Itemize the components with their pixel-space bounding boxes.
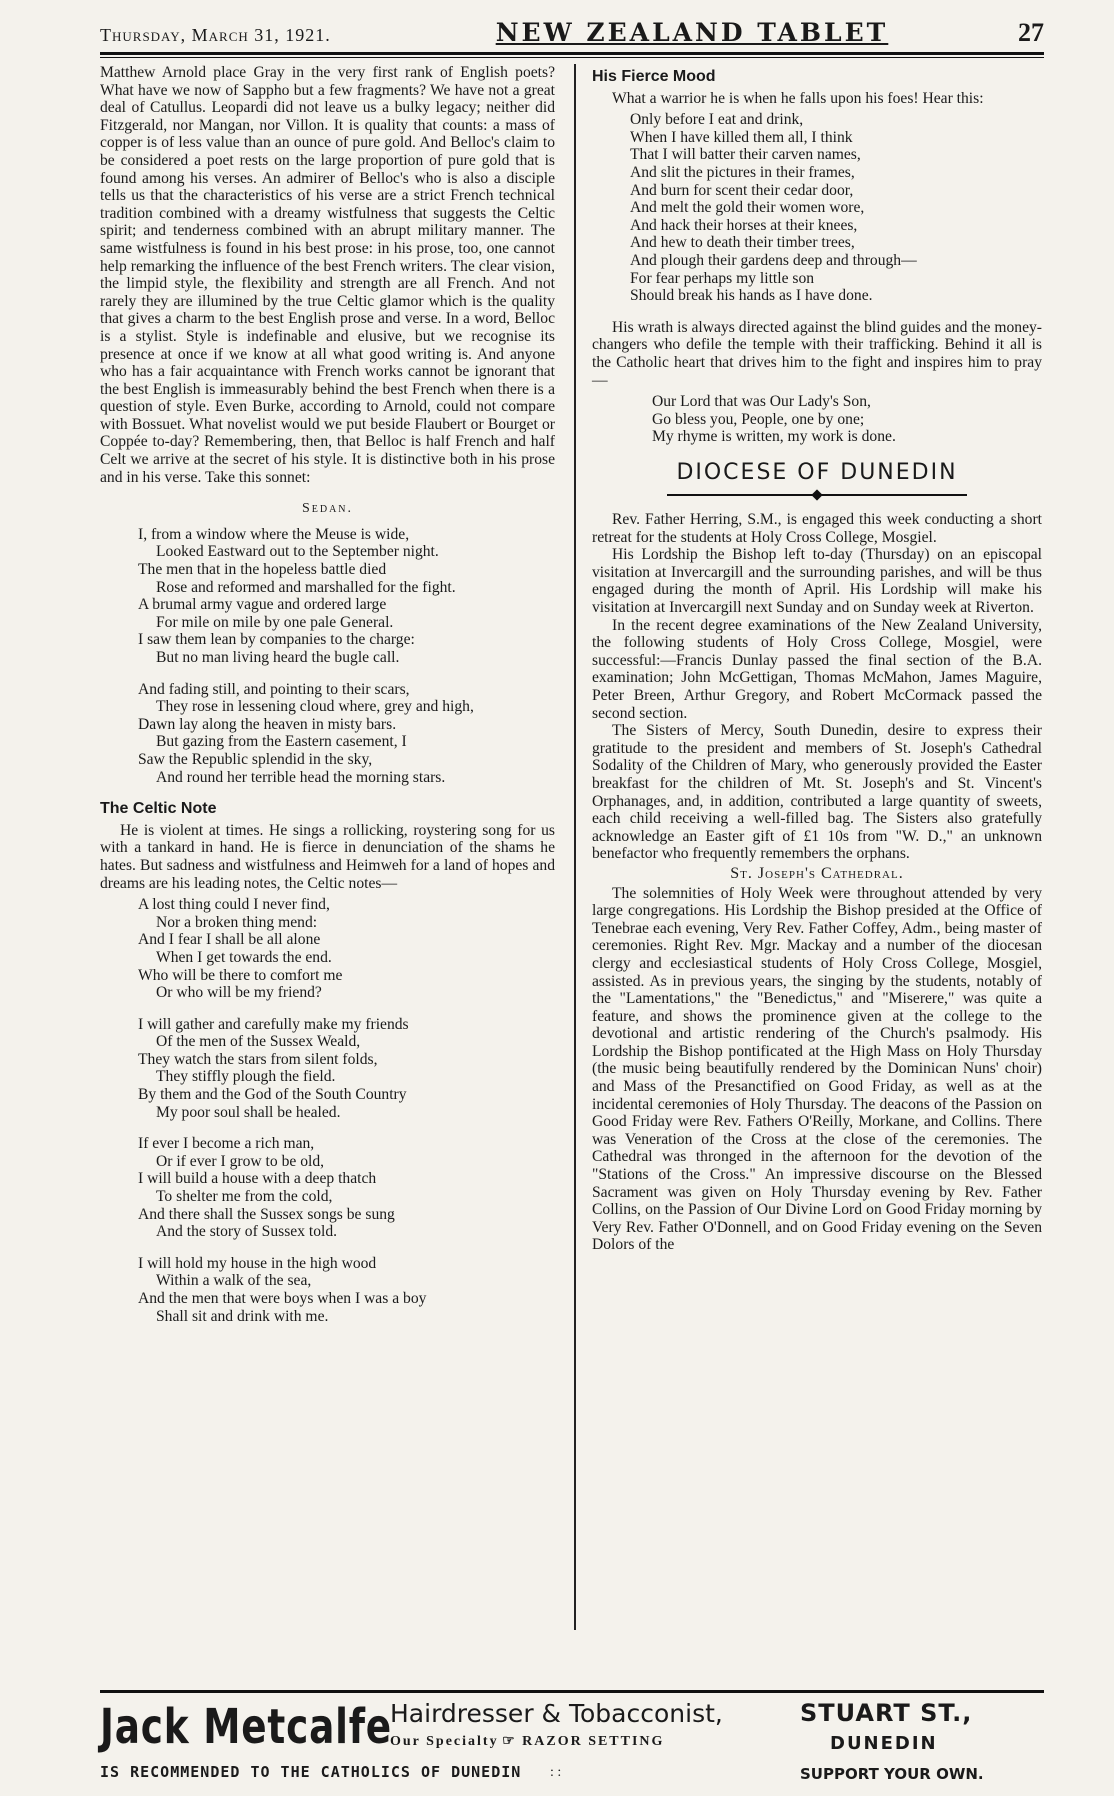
poem-line: I will hold my house in the high wood — [138, 1254, 377, 1272]
celtic-note-paragraph: He is violent at times. He sings a rollicking, roystering song for us with a tankard in hand. He is fierce in denunciation of the shams he hates. But sadness and wistfulness and Heimweh for a land of hopes and dreams are his leading notes, the Celtic notes— — [100, 821, 555, 892]
poem-line: By them and the God of the South Country — [138, 1086, 407, 1104]
right-column — [582, 64, 1042, 1630]
poem-line: A brumal army vague and ordered large — [138, 596, 387, 614]
poem-line: Or who will be my friend? — [156, 984, 322, 1002]
paper-title: NEW ZEALAND TABLET — [495, 18, 889, 47]
fierce-mood-intro: What a warrior he is when he falls upon his foes! Hear this: — [612, 89, 984, 107]
poem-line: Go bless you, People, one by one; — [652, 410, 865, 428]
poem-line: For fear perhaps my little son — [630, 269, 815, 287]
poem-line: Within a walk of the sea, — [156, 1272, 312, 1290]
news-paragraph: In the recent degree examinations of the New Zealand University, the following students of Holy Cross College, Mosgiel, were successful:—Francis Dunlay passed the final section of the B.A. examination; John McGettigan, Thomas McMahon, James Maguire, Peter Breen, Arthur Gregory, and Robert McCormack passed the second section. — [592, 616, 1042, 722]
left-column — [100, 64, 568, 1630]
masthead — [100, 18, 1044, 55]
ad-recommendation: IS RECOMMENDED TO THE CATHOLICS OF DUNEDIN — [100, 1763, 522, 1781]
ad-trade: Hairdresser & Tobacconist, — [390, 1699, 723, 1728]
advertisement — [100, 1690, 1044, 1793]
ad-support: SUPPORT YOUR OWN. — [800, 1765, 984, 1783]
ad-specialty-prefix: Our Specialty — [390, 1734, 499, 1749]
poem-stanza — [138, 681, 555, 787]
poem-line: Or if ever I grow to be old, — [156, 1152, 325, 1170]
closing-poem — [652, 393, 1042, 446]
poem-line: And burn for scent their cedar door, — [630, 181, 854, 199]
sonnet-title: Sedan. — [301, 501, 354, 517]
poem-line: Only before I eat and drink, — [630, 111, 804, 129]
poem-line: When I get towards the end. — [156, 948, 332, 966]
columns — [100, 64, 1044, 1630]
poem-line: Saw the Republic splendid in the sky, — [138, 750, 373, 768]
diocese-heading: DIOCESE OF DUNEDIN — [676, 459, 958, 485]
poem-line: Dawn lay along the heaven in misty bars. — [138, 715, 397, 733]
poem-stanza — [138, 896, 555, 1002]
poem-line: And the men that were boys when I was a boy — [138, 1290, 427, 1307]
celtic-poem — [138, 896, 555, 1325]
ad-specialty-text: ☞ RAZOR SETTING — [502, 1734, 665, 1749]
poem-line: And hack their horses at their knees, — [630, 216, 858, 234]
poem-stanza — [138, 1255, 555, 1325]
poem-line: The men that in the hopeless battle died — [138, 561, 387, 579]
poem-line: Nor a broken thing mend: — [156, 913, 318, 931]
poem-line: If ever I become a rich man, — [138, 1135, 315, 1153]
poem-stanza — [138, 1016, 555, 1122]
poem-line: And I fear I shall be all alone — [138, 931, 321, 949]
poem-line: Looked Eastward out to the September night. — [156, 543, 439, 561]
page-number: 27 — [1018, 18, 1044, 47]
poem-stanza — [138, 1135, 555, 1241]
belloc-intro-paragraph: Matthew Arnold place Gray in the very first rank of English poets? What have we now of Sappho but a few fragments? We have not a great deal of Catullus. Leopardi did not leave us a bulky legacy; neither did Fitzgerald, nor Mangan, nor Villon. It is quality that counts: a mass of copper is of less value than an ounce of pure gold. And Belloc's claim to be considered a poet rests on the large proportion of pure gold that is found among his verses. An admirer of Belloc's who is also a disciple tells us that the characteristics of his verse are a strict French technical tradition combined with a dreamy wistfulness that suggests the Celtic spirit; and tenderness combined with an abrupt military manner. The same wistfulness is found in his best prose: in his prose, too, one cannot help remarking the influence of the best French writers. The clear vision, the limpid style, the flexibility and strength are all French. And not rarely they are illumined by the true Celtic glamor which is the quality that gives a charm to the best English prose and verse. In a word, Belloc is a stylist. Style is indefinable and elusive, but we recognise its presence at once if we know at all what good writing is. And anyone who has a fair acquaintance with French works cannot be ignorant that the best English is immeasurably behind the best French when there is a question of style. Even Burke, according to Arnold, could not compare with Bossuet. What novelist would we put beside Flaubert or Bourget or Coppée to-day? Remembering, then, that Belloc is half French and half Celt we arrive at the secret of his style. It is distinctive both in his prose and in his verse. Take this sonnet: — [100, 64, 555, 486]
poem-line: And fading still, and pointing to their scars, — [138, 680, 410, 698]
ornament-divider — [592, 485, 1042, 503]
poem-line: And round her terrible head the morning stars. — [156, 768, 446, 786]
news-paragraph: Rev. Father Herring, S.M., is engaged this week conducting a short retreat for the students at Holy Cross College, Mosgiel. — [592, 511, 1042, 546]
poem-line: Of the men of the Sussex Weald, — [156, 1033, 361, 1051]
poem-line: And there shall the Sussex songs be sung — [138, 1205, 395, 1223]
fierce-mood-paragraph: His wrath is always directed against the blind guides and the money-changers who defile the temple with their trafficking. Behind it all is the Catholic heart that drives him to the fight and inspires him to pray— — [592, 318, 1042, 389]
ad-street: STUART ST., — [800, 1699, 973, 1727]
poem-stanza — [630, 111, 1042, 305]
poem-stanza — [138, 526, 555, 667]
poem-line: For mile on mile by one pale General. — [156, 613, 394, 631]
cathedral-paragraph: The solemnities of Holy Week were throughout attended by very large congregations. His Lordship the Bishop presided at the Office of Tenebrae each evening, Very Rev. Father Coffey, Adm., being master of ceremonies. Right Rev. Mgr. Mackay and a number of the diocesan clergy and ecclesiastical students of Holy Cross College, Mosgiel, assisted. As in previous years, the singing by the students, notably of the "Lamentations," the "Benedictus," and "Miserere," was quite a feature, and shows the prominence given at the college to the devotional and artistic rendering of the Church's psalmody. His Lordship the Bishop pontificated at the High Mass on Holy Thursday (the music being beautifully rendered by the Dominican Nuns' choir) and Mass of the Presanctified on Good Friday, as well as at the incidental ceremonies of Holy Thursday. The deacons of the Passion on Good Friday were Rev. Fathers O'Reilly, Morkane, and Collins. There was Veneration of the Cross at the close of the ceremonies. The Cathedral was thronged in the afternoon for the devotion of the "Stations of the Cross." An impressive discourse on the Blessed Sacrament was given on Holy Thursday evening by Rev. Father Collins, on the Passion of Our Divine Lord on Good Friday morning by Very Rev. Father O'Donnell, and on Good Friday evening on the Seven Dolors of the — [592, 884, 1042, 1254]
poem-line: I will gather and carefully make my friends — [138, 1015, 409, 1033]
poem-line: And melt the gold their women wore, — [630, 199, 865, 217]
news-paragraph: His Lordship the Bishop left to-day (Thursday) on an episcopal visitation at Invercargill and the surrounding parishes, and will be thus engaged during the month of April. His Lordship will make his visitation at Invercargill next Sunday and on Sunday week at Riverton. — [592, 546, 1042, 617]
celtic-note-heading: The Celtic Note — [100, 800, 217, 818]
poem-line: They watch the stars from silent folds, — [138, 1050, 378, 1068]
fierce-mood-heading: His Fierce Mood — [592, 68, 716, 85]
poem-line: But gazing from the Eastern casement, I — [156, 733, 407, 751]
poem-line: And slit the pictures in their frames, — [630, 163, 855, 181]
diocese-news — [592, 511, 1042, 863]
news-paragraph: The Sisters of Mercy, South Dunedin, desire to express their gratitude to the president and members of St. Joseph's Cathedral Sodality of the Children of Mary, who generously provided the Easter breakfast for the children of Mt. St. Joseph's and St. Vincent's Orphanages, and, in addition, contributed a large quantity of sweets, each child receiving a well-filled bag. The Sisters also gratefully acknowledge an Easter gift of £1 10s from "W. D.," an unknown benefactor who frequently remembers the orphans. — [592, 722, 1042, 863]
ad-colons: : : — [550, 1765, 562, 1780]
poem-line: And the story of Sussex told. — [156, 1223, 338, 1241]
poem-line: Shall sit and drink with me. — [156, 1307, 329, 1325]
fierce-poem — [630, 111, 1042, 305]
poem-line: My poor soul shall be healed. — [156, 1103, 341, 1121]
cathedral-heading: St. Joseph's Cathedral. — [730, 864, 904, 882]
ad-name: Jack Metcalfe — [100, 1699, 392, 1755]
poem-line: I, from a window where the Meuse is wide, — [138, 525, 410, 543]
poem-line: Who will be there to comfort me — [138, 966, 343, 984]
poem-line: But no man living heard the bugle call. — [156, 649, 400, 666]
poem-line: To shelter me from the cold, — [156, 1188, 333, 1206]
poem-line: Should break his hands as I have done. — [630, 287, 873, 305]
poem-line: And plough their gardens deep and through— — [630, 251, 917, 269]
poem-line: When I have killed them all, I think — [630, 128, 853, 146]
ad-city: DUNEDIN — [830, 1733, 938, 1754]
ad-specialty — [390, 1733, 664, 1750]
poem-stanza — [652, 393, 1042, 446]
poem-line: And hew to death their timber trees, — [630, 234, 855, 252]
poem-line: I will build a house with a deep thatch — [138, 1170, 377, 1188]
masthead-rule — [100, 57, 1044, 58]
poem-line: They rose in lessening cloud where, grey and high, — [156, 698, 474, 716]
sonnet-poem — [138, 526, 555, 786]
poem-line: A lost thing could I never find, — [138, 896, 330, 914]
issue-date: Thursday, March 31, 1921. — [100, 25, 331, 45]
poem-line: That I will batter their carven names, — [630, 146, 861, 164]
poem-line: Our Lord that was Our Lady's Son, — [652, 393, 871, 411]
poem-line: My rhyme is written, my work is done. — [652, 428, 896, 446]
poem-line: Rose and reformed and marshalled for the fight. — [156, 578, 456, 596]
poem-line: I saw them lean by companies to the charge: — [138, 631, 415, 649]
column-divider — [574, 64, 576, 1630]
poem-line: They stiffly plough the field. — [156, 1068, 336, 1086]
